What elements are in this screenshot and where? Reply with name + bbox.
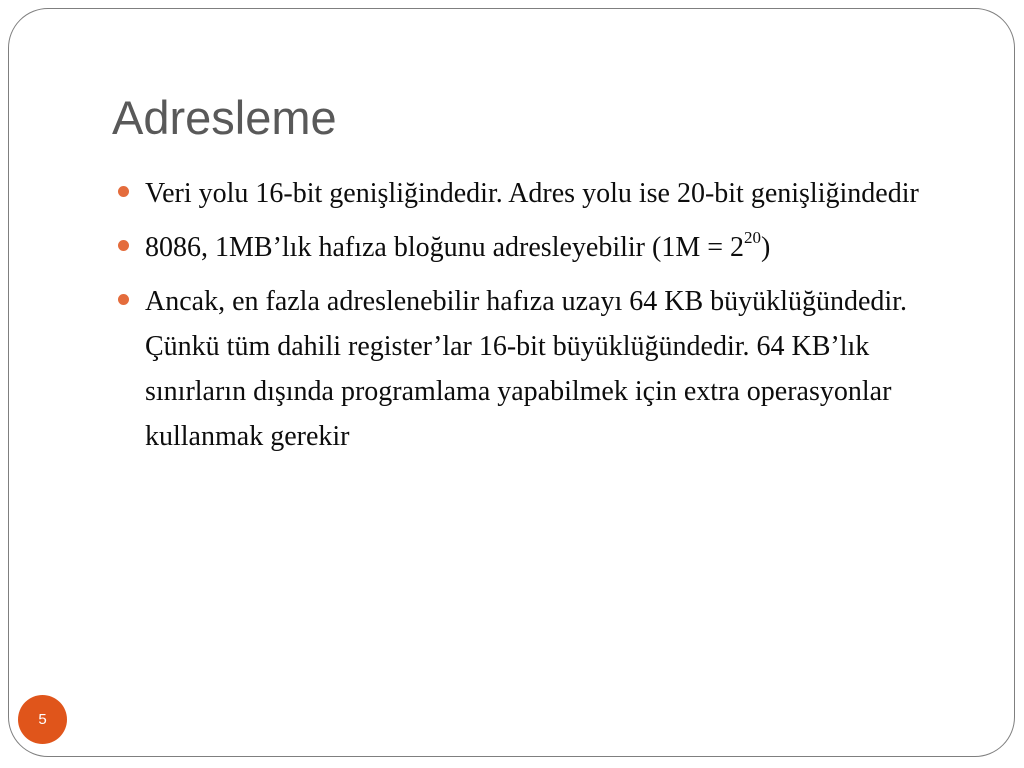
bullet-text: 8086, 1MB’lık hafıza bloğunu adresleyebilir (1M = 2 [145,232,745,263]
page-number-badge: 5 [18,695,67,744]
bullet-list [118,171,938,468]
exponent: 20 [744,228,762,247]
bullet-icon [118,186,129,197]
slide-title: Adresleme [112,91,337,144]
bullet-text-with-exponent [145,228,771,263]
bullet-text: Ancak, en fazla adreslenebilir hafıza uzayı 64 KB büyüklüğündedir. Çünkü tüm dahili register’lar 16-bit büyüklüğündedir. 64 KB’lık sınırların dışında programlama yapabilmek için extra operasyonlar kullanmak gerekir [145,286,907,452]
bullet-icon [118,294,129,305]
bullet-item-bus-width [118,171,938,216]
bullet-suffix: ) [761,232,771,263]
bullet-icon [118,240,129,251]
bullet-text: Veri yolu 16-bit genişliğindedir. Adres yolu ise 20-bit genişliğindedir [145,178,919,209]
bullet-item-addressing [118,225,938,270]
bullet-item-address-space [118,279,938,459]
